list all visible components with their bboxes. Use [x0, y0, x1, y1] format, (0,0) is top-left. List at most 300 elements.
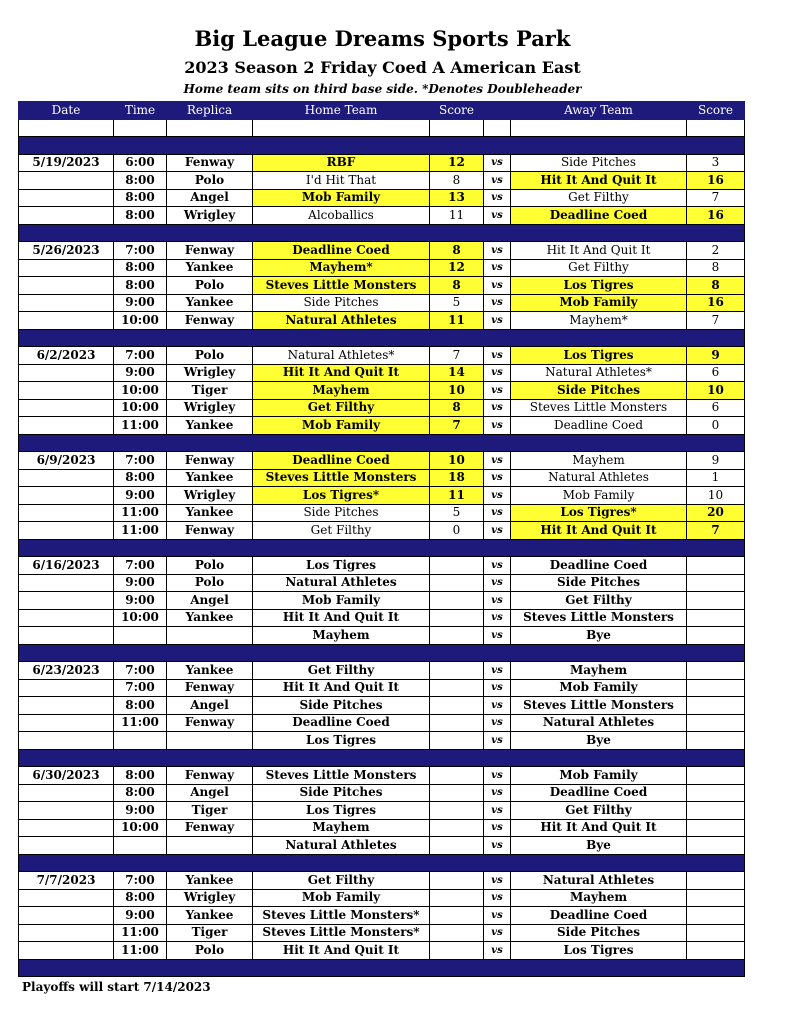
home-team: Steves Little Monsters*	[253, 907, 430, 925]
home-score	[430, 714, 484, 732]
versus-label: vs	[484, 382, 511, 400]
game-date	[19, 942, 114, 960]
game-time: 7:00	[114, 557, 167, 575]
game-date	[19, 417, 114, 435]
away-team: Mob Family	[511, 679, 687, 697]
game-row	[19, 679, 745, 697]
game-time: 9:00	[114, 592, 167, 610]
game-field: Wrigley	[167, 207, 253, 225]
game-field: Yankee	[167, 294, 253, 312]
week-separator	[19, 434, 745, 452]
home-score	[430, 889, 484, 907]
versus-label: vs	[484, 924, 511, 942]
home-team: Side Pitches	[253, 697, 430, 715]
away-team: Deadline Coed	[511, 907, 687, 925]
away-team: Side Pitches	[511, 924, 687, 942]
week-separator	[19, 329, 745, 347]
week-separator	[19, 224, 745, 242]
home-score	[430, 907, 484, 925]
versus-label: vs	[484, 767, 511, 785]
home-team: Los Tigres	[253, 802, 430, 820]
home-team: Mayhem	[253, 627, 430, 645]
away-team: Bye	[511, 627, 687, 645]
away-team: Los Tigres*	[511, 504, 687, 522]
game-row	[19, 189, 745, 207]
game-date: 7/7/2023	[19, 872, 114, 890]
playoffs-note: Playoffs will start 7/14/2023	[22, 980, 211, 994]
game-time: 11:00	[114, 504, 167, 522]
home-team: Hit It And Quit It	[253, 364, 430, 382]
game-time: 9:00	[114, 364, 167, 382]
game-date	[19, 732, 114, 750]
away-team: Hit It And Quit It	[511, 172, 687, 190]
versus-label: vs	[484, 627, 511, 645]
game-time	[114, 732, 167, 750]
game-field: Polo	[167, 347, 253, 365]
game-field: Fenway	[167, 312, 253, 330]
game-row	[19, 732, 745, 750]
game-time: 8:00	[114, 189, 167, 207]
away-score	[687, 837, 745, 855]
separator-band	[19, 224, 745, 242]
game-date	[19, 802, 114, 820]
game-field: Polo	[167, 557, 253, 575]
game-field: Tiger	[167, 924, 253, 942]
game-time: 9:00	[114, 907, 167, 925]
home-score	[430, 784, 484, 802]
schedule-table	[18, 101, 745, 977]
away-score	[687, 942, 745, 960]
game-row	[19, 504, 745, 522]
versus-label: vs	[484, 522, 511, 540]
game-row	[19, 487, 745, 505]
versus-label: vs	[484, 907, 511, 925]
home-team: Steves Little Monsters	[253, 469, 430, 487]
game-time: 8:00	[114, 767, 167, 785]
away-team: Deadline Coed	[511, 207, 687, 225]
game-time	[114, 837, 167, 855]
home-score: 8	[430, 172, 484, 190]
game-row	[19, 207, 745, 225]
game-field	[167, 627, 253, 645]
game-date	[19, 207, 114, 225]
game-row	[19, 889, 745, 907]
col-away-score: Score	[687, 102, 745, 120]
home-score	[430, 557, 484, 575]
versus-label: vs	[484, 242, 511, 260]
away-team: Mayhem	[511, 452, 687, 470]
versus-label: vs	[484, 714, 511, 732]
game-field: Fenway	[167, 714, 253, 732]
home-team: Los Tigres*	[253, 487, 430, 505]
game-time: 10:00	[114, 819, 167, 837]
home-score: 8	[430, 242, 484, 260]
game-row	[19, 714, 745, 732]
game-field: Yankee	[167, 662, 253, 680]
home-score: 11	[430, 207, 484, 225]
away-team: Mayhem	[511, 662, 687, 680]
game-row	[19, 382, 745, 400]
game-field	[167, 732, 253, 750]
game-field: Polo	[167, 172, 253, 190]
game-time: 11:00	[114, 924, 167, 942]
home-team: Side Pitches	[253, 784, 430, 802]
away-team: Hit It And Quit It	[511, 522, 687, 540]
away-team: Deadline Coed	[511, 784, 687, 802]
home-score: 12	[430, 154, 484, 172]
game-date: 5/26/2023	[19, 242, 114, 260]
versus-label: vs	[484, 662, 511, 680]
game-field: Polo	[167, 277, 253, 295]
game-date	[19, 679, 114, 697]
away-score	[687, 592, 745, 610]
game-date	[19, 924, 114, 942]
game-time: 11:00	[114, 942, 167, 960]
game-time: 7:00	[114, 452, 167, 470]
versus-label: vs	[484, 872, 511, 890]
away-score	[687, 609, 745, 627]
game-date	[19, 889, 114, 907]
game-time: 8:00	[114, 889, 167, 907]
home-score	[430, 837, 484, 855]
game-row	[19, 172, 745, 190]
versus-label: vs	[484, 557, 511, 575]
home-team: RBF	[253, 154, 430, 172]
game-time: 8:00	[114, 259, 167, 277]
away-score: 20	[687, 504, 745, 522]
away-score: 10	[687, 382, 745, 400]
away-team: Mayhem	[511, 889, 687, 907]
game-time: 9:00	[114, 487, 167, 505]
home-team: Mayhem*	[253, 259, 430, 277]
game-row	[19, 557, 745, 575]
home-team: Mob Family	[253, 189, 430, 207]
versus-label: vs	[484, 469, 511, 487]
game-date: 6/16/2023	[19, 557, 114, 575]
away-team: Hit It And Quit It	[511, 819, 687, 837]
game-row	[19, 242, 745, 260]
away-score	[687, 679, 745, 697]
home-team: Side Pitches	[253, 504, 430, 522]
game-field: Fenway	[167, 154, 253, 172]
away-team: Side Pitches	[511, 154, 687, 172]
game-date	[19, 592, 114, 610]
home-team: Mayhem	[253, 382, 430, 400]
game-date	[19, 487, 114, 505]
away-team: Get Filthy	[511, 189, 687, 207]
game-date	[19, 574, 114, 592]
away-team: Natural Athletes*	[511, 364, 687, 382]
away-score	[687, 802, 745, 820]
versus-label: vs	[484, 732, 511, 750]
away-team: Steves Little Monsters	[511, 609, 687, 627]
away-score: 6	[687, 399, 745, 417]
home-team: Natural Athletes	[253, 312, 430, 330]
week-separator	[19, 959, 745, 977]
game-row	[19, 662, 745, 680]
game-time: 11:00	[114, 417, 167, 435]
home-score	[430, 942, 484, 960]
versus-label: vs	[484, 452, 511, 470]
game-field: Fenway	[167, 767, 253, 785]
game-row	[19, 574, 745, 592]
game-time: 6:00	[114, 154, 167, 172]
versus-label: vs	[484, 942, 511, 960]
home-score	[430, 697, 484, 715]
game-time: 8:00	[114, 784, 167, 802]
week-separator	[19, 539, 745, 557]
game-time	[114, 627, 167, 645]
home-team: Hit It And Quit It	[253, 942, 430, 960]
game-row	[19, 697, 745, 715]
game-date	[19, 907, 114, 925]
empty-cell	[167, 119, 253, 137]
home-team: Hit It And Quit It	[253, 679, 430, 697]
home-score: 18	[430, 469, 484, 487]
home-team: Steves Little Monsters*	[253, 924, 430, 942]
game-time: 10:00	[114, 609, 167, 627]
game-field: Yankee	[167, 259, 253, 277]
game-row	[19, 347, 745, 365]
game-time: 9:00	[114, 294, 167, 312]
home-team: I'd Hit That	[253, 172, 430, 190]
away-score: 10	[687, 487, 745, 505]
game-time: 10:00	[114, 382, 167, 400]
home-team: Get Filthy	[253, 872, 430, 890]
home-score	[430, 732, 484, 750]
game-time: 7:00	[114, 679, 167, 697]
col-away-team: Away Team	[511, 102, 687, 120]
away-score: 7	[687, 189, 745, 207]
game-time: 11:00	[114, 522, 167, 540]
game-row	[19, 627, 745, 645]
away-team: Hit It And Quit It	[511, 242, 687, 260]
game-date	[19, 784, 114, 802]
col-home-score: Score	[430, 102, 484, 120]
home-score: 14	[430, 364, 484, 382]
separator-band	[19, 644, 745, 662]
home-team: Alcoballics	[253, 207, 430, 225]
away-score: 2	[687, 242, 745, 260]
game-date	[19, 312, 114, 330]
game-date	[19, 697, 114, 715]
versus-label: vs	[484, 189, 511, 207]
game-time: 7:00	[114, 242, 167, 260]
home-score	[430, 872, 484, 890]
versus-label: vs	[484, 819, 511, 837]
away-team: Los Tigres	[511, 347, 687, 365]
away-team: Mob Family	[511, 294, 687, 312]
separator-band	[19, 137, 745, 155]
home-team: Los Tigres	[253, 557, 430, 575]
away-team: Steves Little Monsters	[511, 399, 687, 417]
versus-label: vs	[484, 609, 511, 627]
versus-label: vs	[484, 487, 511, 505]
game-date: 6/9/2023	[19, 452, 114, 470]
game-date: 6/2/2023	[19, 347, 114, 365]
home-score: 11	[430, 312, 484, 330]
home-team: Deadline Coed	[253, 714, 430, 732]
away-score: 7	[687, 312, 745, 330]
game-row	[19, 312, 745, 330]
away-score: 16	[687, 172, 745, 190]
game-row	[19, 942, 745, 960]
page-title: Big League Dreams Sports Park	[194, 26, 571, 51]
game-field: Polo	[167, 574, 253, 592]
col-replica: Replica	[167, 102, 253, 120]
versus-label: vs	[484, 784, 511, 802]
game-time: 8:00	[114, 277, 167, 295]
versus-label: vs	[484, 417, 511, 435]
away-score	[687, 924, 745, 942]
away-team: Bye	[511, 837, 687, 855]
empty-cell	[253, 119, 430, 137]
game-date	[19, 172, 114, 190]
versus-label: vs	[484, 312, 511, 330]
away-team: Natural Athletes	[511, 714, 687, 732]
col-vs	[484, 102, 511, 120]
away-team: Get Filthy	[511, 259, 687, 277]
game-row	[19, 592, 745, 610]
game-date: 6/23/2023	[19, 662, 114, 680]
home-team: Los Tigres	[253, 732, 430, 750]
home-score: 10	[430, 382, 484, 400]
away-team: Mob Family	[511, 767, 687, 785]
versus-label: vs	[484, 504, 511, 522]
home-team: Steves Little Monsters	[253, 767, 430, 785]
game-row	[19, 522, 745, 540]
home-team: Natural Athletes	[253, 574, 430, 592]
schedule-note: Home team sits on third base side. *Denotes Doubleheader	[183, 82, 582, 96]
away-score	[687, 627, 745, 645]
away-score: 6	[687, 364, 745, 382]
versus-label: vs	[484, 679, 511, 697]
game-date	[19, 609, 114, 627]
header-row	[19, 102, 745, 120]
schedule-body	[19, 119, 745, 977]
game-date	[19, 504, 114, 522]
game-field: Wrigley	[167, 487, 253, 505]
game-row	[19, 837, 745, 855]
home-score	[430, 574, 484, 592]
game-field: Tiger	[167, 382, 253, 400]
game-field: Polo	[167, 942, 253, 960]
versus-label: vs	[484, 347, 511, 365]
home-score: 5	[430, 294, 484, 312]
game-row	[19, 872, 745, 890]
away-team: Los Tigres	[511, 277, 687, 295]
away-team: Bye	[511, 732, 687, 750]
away-team: Get Filthy	[511, 802, 687, 820]
game-row	[19, 609, 745, 627]
game-row	[19, 417, 745, 435]
away-score	[687, 662, 745, 680]
blank-row	[19, 119, 745, 137]
home-score	[430, 819, 484, 837]
game-field: Fenway	[167, 522, 253, 540]
game-field: Yankee	[167, 872, 253, 890]
game-field	[167, 837, 253, 855]
game-time: 7:00	[114, 347, 167, 365]
game-field: Angel	[167, 189, 253, 207]
schedule-subtitle: 2023 Season 2 Friday Coed A American East	[184, 58, 581, 77]
game-time: 7:00	[114, 872, 167, 890]
versus-label: vs	[484, 837, 511, 855]
away-team: Deadline Coed	[511, 557, 687, 575]
game-time: 8:00	[114, 172, 167, 190]
home-score: 0	[430, 522, 484, 540]
game-date	[19, 294, 114, 312]
away-score	[687, 697, 745, 715]
home-team: Get Filthy	[253, 662, 430, 680]
versus-label: vs	[484, 802, 511, 820]
game-time: 8:00	[114, 697, 167, 715]
game-date	[19, 714, 114, 732]
away-score	[687, 907, 745, 925]
home-score	[430, 662, 484, 680]
away-team: Natural Athletes	[511, 872, 687, 890]
empty-cell	[19, 119, 114, 137]
away-score: 9	[687, 347, 745, 365]
versus-label: vs	[484, 154, 511, 172]
col-time: Time	[114, 102, 167, 120]
versus-label: vs	[484, 592, 511, 610]
away-score	[687, 574, 745, 592]
away-score: 1	[687, 469, 745, 487]
home-score	[430, 679, 484, 697]
game-field: Fenway	[167, 679, 253, 697]
away-team: Steves Little Monsters	[511, 697, 687, 715]
versus-label: vs	[484, 207, 511, 225]
home-team: Natural Athletes*	[253, 347, 430, 365]
week-separator	[19, 644, 745, 662]
empty-cell	[484, 119, 511, 137]
home-score: 10	[430, 452, 484, 470]
away-score: 8	[687, 259, 745, 277]
separator-band	[19, 329, 745, 347]
col-home-team: Home Team	[253, 102, 430, 120]
col-date: Date	[19, 102, 114, 120]
empty-cell	[687, 119, 745, 137]
game-field: Yankee	[167, 417, 253, 435]
home-score: 5	[430, 504, 484, 522]
game-field: Yankee	[167, 609, 253, 627]
home-team: Natural Athletes	[253, 837, 430, 855]
game-row	[19, 819, 745, 837]
game-row	[19, 294, 745, 312]
away-team: Mayhem*	[511, 312, 687, 330]
game-field: Tiger	[167, 802, 253, 820]
home-score: 13	[430, 189, 484, 207]
game-field: Wrigley	[167, 889, 253, 907]
game-field: Wrigley	[167, 364, 253, 382]
home-score	[430, 924, 484, 942]
game-date	[19, 259, 114, 277]
versus-label: vs	[484, 277, 511, 295]
game-date	[19, 399, 114, 417]
game-field: Fenway	[167, 819, 253, 837]
away-team: Natural Athletes	[511, 469, 687, 487]
game-field: Angel	[167, 592, 253, 610]
away-score	[687, 732, 745, 750]
away-score: 7	[687, 522, 745, 540]
home-score	[430, 592, 484, 610]
versus-label: vs	[484, 574, 511, 592]
separator-band	[19, 539, 745, 557]
home-team: Mayhem	[253, 819, 430, 837]
game-date: 5/19/2023	[19, 154, 114, 172]
separator-band	[19, 959, 745, 977]
